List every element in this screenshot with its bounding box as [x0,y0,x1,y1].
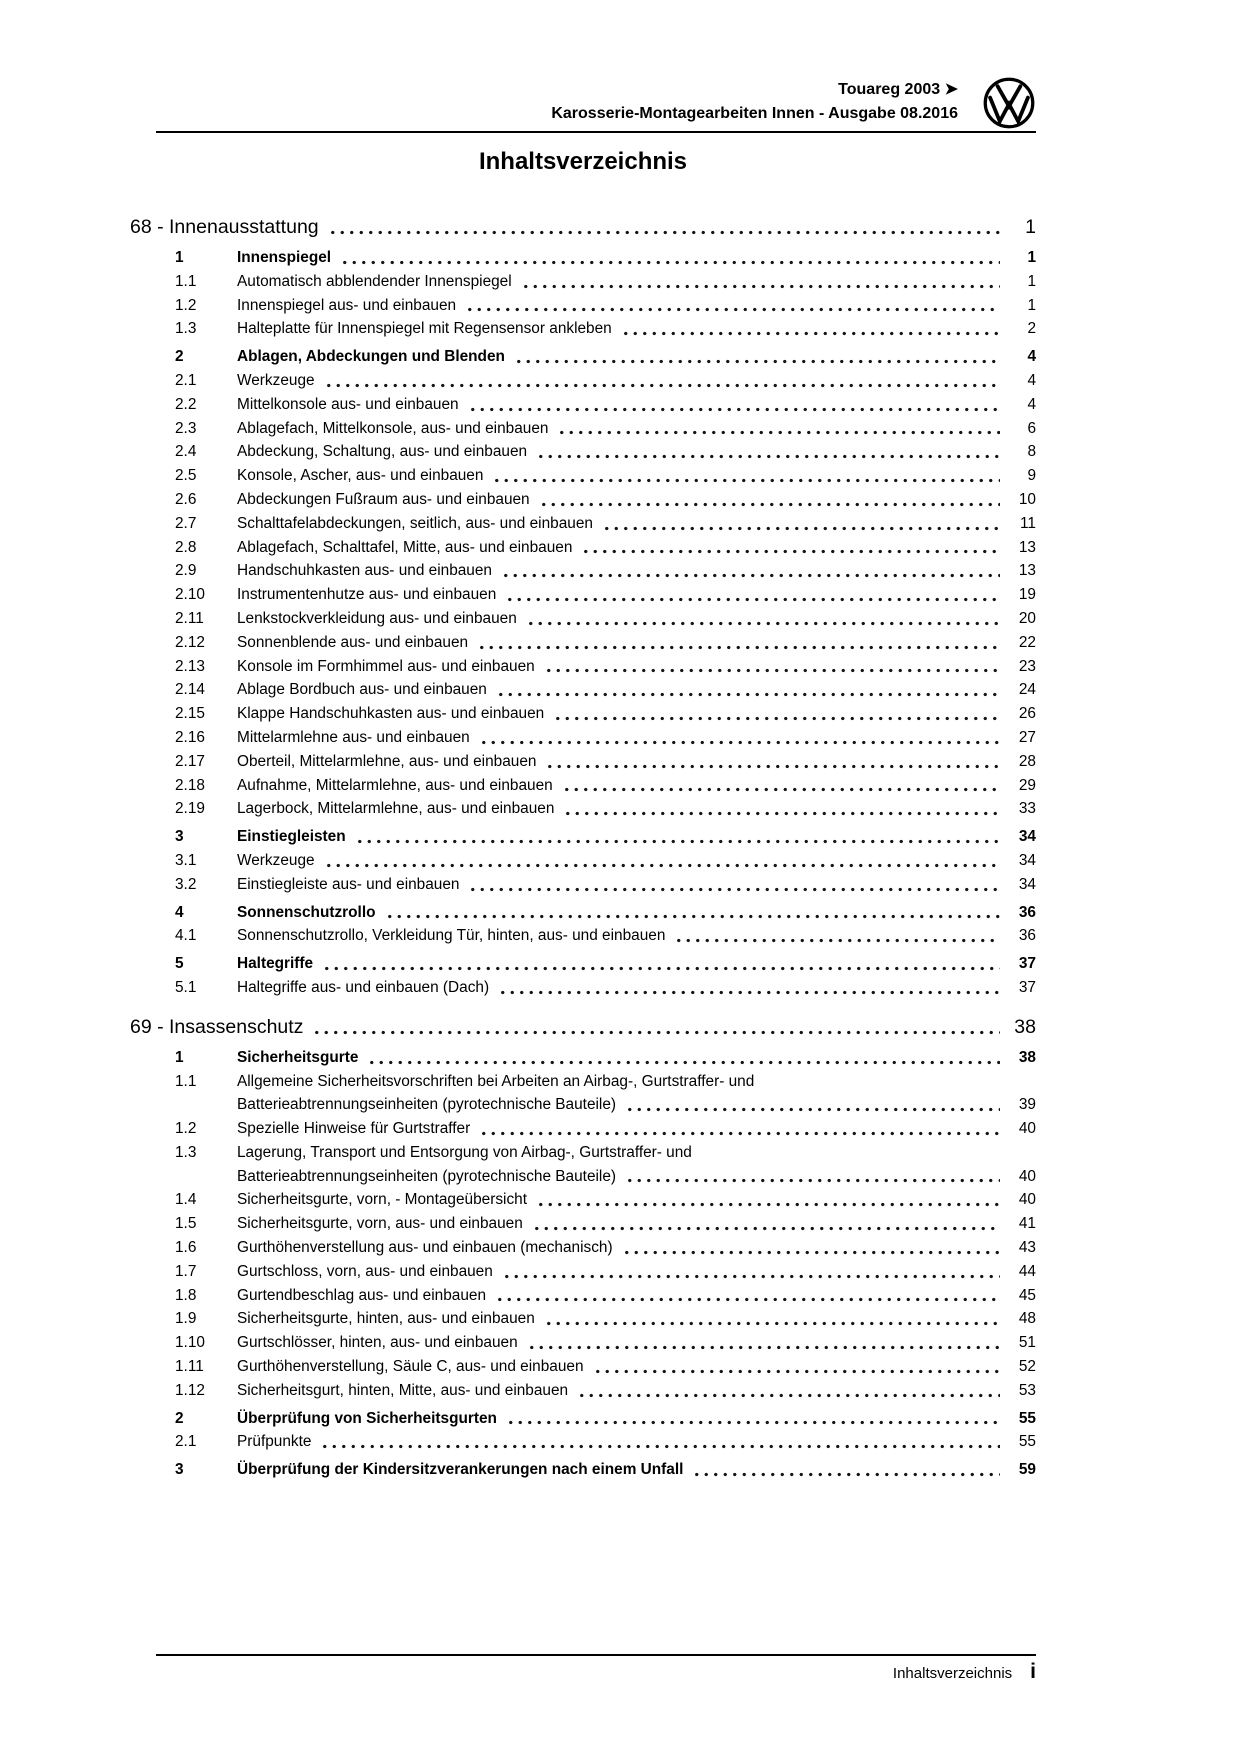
toc-entry [130,1407,1036,1431]
entry-number: 2.12 [175,633,205,651]
toc-entry [130,559,1036,583]
chapter-label: 68 - Innenausstattung [130,216,319,238]
toc-chapter-heading [130,1012,1036,1042]
entry-title: Ablagen, Abdeckungen und Blenden [237,348,505,366]
entry-page-number: 34 [1018,851,1036,869]
entry-page-number: 4 [1027,371,1036,389]
entry-page-number: 44 [1018,1262,1036,1280]
entry-title: Einstiegleisten [237,828,346,846]
entry-page-number: 20 [1018,609,1036,627]
toc-entry [130,1355,1036,1379]
dot-leader [534,1188,1000,1212]
dot-leader [690,1458,1000,1482]
dot-leader [620,1236,1000,1260]
entry-number: 2.9 [175,562,197,580]
entry-number: 1 [175,249,184,266]
header-subtitle: Karosserie-Montagearbeiten Innen - Ausgabe 08.2016 [551,105,958,122]
dot-leader [353,825,1000,849]
entry-title: Überprüfung von Sicherheitsgurten [237,1409,497,1427]
entry-title: Ablagefach, Schalttafel, Mitte, aus- und einbauen [237,538,573,556]
dot-leader [477,726,1000,750]
footer-label: Inhaltsverzeichnis [892,1665,1013,1682]
entry-number: 2.2 [175,395,197,413]
entry-title: Sicherheitsgurte [237,1048,359,1066]
entry-number: 2 [175,1409,184,1427]
entry-number: 1.12 [175,1381,205,1399]
entry-title: Sonnenblende aus- und einbauen [237,633,469,651]
toc-entry [130,464,1036,488]
entry-page-number: 8 [1027,443,1036,461]
entry-title: Instrumentenhutze aus- und einbauen [237,586,497,604]
page-header [130,76,1036,130]
footer-rule [156,1654,1036,1656]
dot-leader [322,849,1000,873]
entry-title-line2 [237,1093,1006,1117]
entry-number: 3.1 [175,851,197,869]
entry-title: Innenspiegel [237,249,332,266]
entry-page-number: 1 [1027,296,1036,314]
toc-entry [130,873,1036,897]
entry-page-number: 36 [1018,903,1036,921]
entry-number: 2.18 [175,776,205,794]
dot-leader [466,393,1000,417]
dot-leader [555,417,1000,441]
entry-number: 5 [175,955,184,973]
toc-entry [130,1307,1036,1331]
entry-title: Halteplatte für Innenspiegel mit Regensensor ankleben [237,320,612,338]
toc-entry [130,417,1036,441]
entry-number: 2.19 [175,800,205,818]
entry-number: 1.1 [175,1072,197,1090]
dot-leader [600,512,1000,536]
entry-page-number: 43 [1018,1239,1036,1257]
entry-number: 2.5 [175,467,197,485]
toc-entry [130,369,1036,393]
entry-page-number: 13 [1018,562,1036,580]
entry-number: 2.14 [175,681,205,699]
entry-page-number: 40 [1018,1120,1036,1138]
entry-title: Allgemeine Sicherheitsvorschriften bei Arbeiten an Airbag-, Gurtstraffer- und [237,1072,755,1090]
toc-entry [130,1070,1036,1118]
entry-title: Sicherheitsgurte, vorn, - Montageübersicht [237,1191,528,1209]
dot-leader [338,246,1000,270]
entry-title-line2 [237,1165,1006,1189]
entry-title: Mittelarmlehne aus- und einbauen [237,728,470,746]
entry-number: 2.6 [175,490,197,508]
entry-number: 1.10 [175,1334,205,1352]
dot-leader [318,1430,1000,1454]
toc-entry [130,678,1036,702]
entry-title: Konsole, Ascher, aus- und einbauen [237,467,484,485]
entry-title: Gurthöhenverstellung, Säule C, aus- und einbauen [237,1358,584,1376]
toc-entry [130,631,1036,655]
dot-leader [500,1260,1000,1284]
entry-page-number: 45 [1018,1286,1036,1304]
entry-page-number: 29 [1018,776,1036,794]
dot-leader [326,212,1000,242]
entry-title-block [237,1141,1006,1189]
entry-number: 1.8 [175,1286,197,1304]
entry-page-number: 48 [1018,1310,1036,1328]
entry-title: Werkzeuge [237,371,315,389]
entry-number: 1 [175,1048,184,1066]
entry-title: Sicherheitsgurte, vorn, aus- und einbauen [237,1215,523,1233]
entry-title: Handschuhkasten aus- und einbauen [237,562,492,580]
entry-page-number: 26 [1018,705,1036,723]
toc-entry [130,512,1036,536]
entry-title: Innenspiegel aus- und einbauen [237,296,457,314]
toc-entry [130,1212,1036,1236]
toc-entry [130,1379,1036,1403]
entry-number: 1.2 [175,296,197,314]
toc-entry [130,1430,1036,1454]
toc-entry [130,1236,1036,1260]
entry-title: Abdeckung, Schaltung, aus- und einbauen [237,443,528,461]
dot-leader [320,952,1000,976]
dot-leader [490,464,1000,488]
entry-page-number: 33 [1018,800,1036,818]
dot-leader [537,488,1000,512]
entry-number: 1.6 [175,1239,197,1257]
entry-page-number: 22 [1018,633,1036,651]
toc-entry [130,952,1036,976]
entry-title-block [237,1070,1006,1118]
dot-leader [322,369,1000,393]
entry-number: 1.7 [175,1262,197,1280]
entry-number: 2.3 [175,419,197,437]
entry-title: Spezielle Hinweise für Gurtstraffer [237,1120,471,1138]
dot-leader [475,631,1000,655]
entry-number: 1.3 [175,320,197,338]
entry-title: Aufnahme, Mittelarmlehne, aus- und einbauen [237,776,553,794]
entry-title: Automatisch abblendender Innenspiegel [237,272,512,290]
dot-leader [519,270,1000,294]
toc-entry [130,607,1036,631]
entry-page-number: 59 [1018,1461,1036,1479]
entry-title: Ablagefach, Mittelkonsole, aus- und einbauen [237,419,549,437]
entry-title: Ablage Bordbuch aus- und einbauen [237,681,487,699]
entry-page-number: 4 [1027,348,1036,366]
toc-chapter-heading [130,212,1036,242]
toc-entry [130,393,1036,417]
toc-entry [130,924,1036,948]
toc-entry [130,750,1036,774]
entry-title: Sicherheitsgurte, hinten, aus- und einbauen [237,1310,535,1328]
entry-number: 1.2 [175,1120,197,1138]
entry-number: 2.11 [175,609,204,627]
dot-leader [560,774,1000,798]
dot-leader [534,440,1000,464]
entry-page-number: 40 [1018,1191,1036,1209]
toc-entry [130,1141,1036,1189]
toc-entry [130,976,1036,1000]
entry-number: 1.1 [175,272,197,290]
dot-leader [496,976,1000,1000]
dot-leader [542,655,1000,679]
header-rule [156,131,1036,133]
chapter-label: 69 - Insassenschutz [130,1015,304,1038]
entry-page-number: 52 [1018,1358,1036,1376]
toc-entry [130,1188,1036,1212]
dot-leader [503,583,1000,607]
entry-title: Lagerbock, Mittelarmlehne, aus- und einbauen [237,800,555,818]
dot-leader [310,1012,1000,1042]
entry-page-number: 11 [1020,514,1036,532]
dot-leader [551,702,1000,726]
entry-number: 1.11 [175,1358,204,1376]
dot-leader [466,873,1000,897]
entry-title: Sonnenschutzrollo, Verkleidung Tür, hinten, aus- und einbauen [237,927,666,945]
toc-entry [130,1046,1036,1070]
entry-number: 2.10 [175,586,205,604]
toc-entry [130,774,1036,798]
entry-page-number: 4 [1027,395,1036,413]
entry-page-number: 2 [1027,320,1036,338]
page-title: Inhaltsverzeichnis [478,148,688,175]
dot-leader [499,559,1000,583]
toc-entry [130,849,1036,873]
toc-entry [130,1458,1036,1482]
entry-number: 3 [175,828,184,846]
entry-title: Haltegriffe [237,955,314,973]
dot-leader [623,1093,1000,1117]
entry-title: Gurtschloss, vorn, aus- und einbauen [237,1262,493,1280]
entry-title-continued: Batterieabtrennungseinheiten (pyrotechnische Bauteile) [237,1096,617,1114]
entry-page-number: 36 [1018,927,1036,945]
toc-entry [130,901,1036,925]
dot-leader [463,294,1000,318]
entry-page-number: 55 [1018,1409,1036,1427]
entry-page-number: 23 [1018,657,1036,675]
chapter-page-number: 1 [1025,216,1036,238]
entry-title: Sonnenschutzrollo [237,903,376,921]
entry-title: Gurtschlösser, hinten, aus- und einbauen [237,1334,518,1352]
entry-number: 2.16 [175,728,205,746]
toc-entry [130,702,1036,726]
toc-entry [130,1117,1036,1141]
entry-page-number: 28 [1018,752,1036,770]
toc-entry [130,825,1036,849]
dot-leader [672,924,1000,948]
dot-leader [579,536,1000,560]
entry-title: Sicherheitsgurt, hinten, Mitte, aus- und einbauen [237,1381,569,1399]
toc-entry [130,270,1036,294]
entry-number: 2.1 [175,1433,197,1451]
entry-title: Klappe Handschuhkasten aus- und einbauen [237,705,545,723]
table-of-contents [130,212,1036,1482]
entry-page-number: 53 [1018,1381,1036,1399]
entry-number: 3.2 [175,875,197,893]
toc-entry [130,1260,1036,1284]
entry-page-number: 1 [1027,272,1036,290]
entry-page-number: 24 [1018,681,1036,699]
toc-entry [130,536,1036,560]
entry-number: 5.1 [175,978,197,996]
entry-title: Gurtendbeschlag aus- und einbauen [237,1286,487,1304]
toc-entry [130,1331,1036,1355]
dot-leader [561,797,1000,821]
dot-leader [504,1407,1000,1431]
entry-title-continued: Batterieabtrennungseinheiten (pyrotechnische Bauteile) [237,1167,617,1185]
dot-leader [365,1046,1000,1070]
entry-number: 2.17 [175,752,205,770]
entry-title: Konsole im Formhimmel aus- und einbauen [237,657,535,675]
entry-title: Haltegriffe aus- und einbauen (Dach) [237,978,490,996]
entry-page-number: 51 [1018,1334,1036,1352]
dot-leader [575,1379,1000,1403]
dot-leader [542,1307,1000,1331]
entry-page-number: 1 [1027,249,1036,266]
toc-entry [130,317,1036,341]
entry-number: 2.13 [175,657,205,675]
entry-page-number: 13 [1018,538,1036,556]
dot-leader [494,678,1000,702]
dot-leader [524,607,1000,631]
entry-page-number: 27 [1018,728,1036,746]
dot-leader [530,1212,1000,1236]
entry-page-number: 19 [1018,586,1036,604]
entry-page-number: 39 [1018,1096,1036,1114]
dot-leader [623,1165,1000,1189]
entry-number: 2.1 [175,371,197,389]
entry-title: Gurthöhenverstellung aus- und einbauen (mechanisch) [237,1239,613,1257]
entry-page-number: 37 [1018,955,1036,973]
entry-page-number: 9 [1027,467,1036,485]
entry-title: Einstiegleiste aus- und einbauen [237,875,460,893]
entry-title: Prüfpunkte [237,1433,312,1451]
entry-number: 2.15 [175,705,205,723]
toc-entry [130,726,1036,750]
entry-title: Schalttafelabdeckungen, seitlich, aus- und einbauen [237,514,593,532]
vw-logo-icon [982,76,1036,130]
entry-page-number: 40 [1018,1167,1036,1185]
entry-title: Mittelkonsole aus- und einbauen [237,395,459,413]
entry-number: 1.4 [175,1191,197,1209]
entry-page-number: 37 [1018,978,1036,996]
toc-entry [130,345,1036,369]
entry-page-number: 34 [1018,875,1036,893]
dot-leader [525,1331,1000,1355]
footer-page-number: i [1030,1660,1036,1683]
toc-entry [130,655,1036,679]
entry-number: 1.9 [175,1310,197,1328]
toc-entry [130,583,1036,607]
entry-title: Werkzeuge [237,851,315,869]
toc-entry [130,440,1036,464]
toc-entry [130,1284,1036,1308]
entry-title: Überprüfung der Kindersitzverankerungen nach einem Unfall [237,1461,684,1479]
dot-leader [619,317,1000,341]
dot-leader [543,750,1000,774]
dot-leader [477,1117,1000,1141]
page-footer [130,1660,1036,1684]
dot-leader [512,345,1000,369]
entry-page-number: 55 [1018,1433,1036,1451]
entry-number: 1.5 [175,1215,197,1233]
entry-number: 3 [175,1461,184,1479]
toc-entry [130,294,1036,318]
entry-page-number: 34 [1018,828,1036,846]
entry-number: 2 [175,348,184,366]
dot-leader [591,1355,1000,1379]
toc-entry [130,797,1036,821]
chapter-page-number: 38 [1014,1015,1036,1038]
entry-page-number: 41 [1018,1215,1036,1233]
entry-number: 2.7 [175,514,197,532]
entry-page-number: 6 [1027,419,1036,437]
toc-entry [130,488,1036,512]
header-text [551,76,958,126]
entry-page-number: 38 [1018,1048,1036,1066]
entry-number: 4.1 [175,927,197,945]
entry-page-number: 10 [1018,490,1036,508]
entry-number: 2.8 [175,538,197,556]
entry-number: 4 [175,903,184,921]
entry-title: Abdeckungen Fußraum aus- und einbauen [237,490,530,508]
entry-title: Lenkstockverkleidung aus- und einbauen [237,609,517,627]
header-model: Touareg 2003 ➤ [838,81,958,98]
toc-entry [130,246,1036,270]
entry-title: Lagerung, Transport und Entsorgung von Airbag-, Gurtstraffer- und [237,1143,692,1161]
entry-title: Oberteil, Mittelarmlehne, aus- und einbauen [237,752,537,770]
dot-leader [493,1284,1000,1308]
entry-number: 2.4 [175,443,197,461]
dot-leader [383,901,1000,925]
entry-number: 1.3 [175,1143,197,1161]
